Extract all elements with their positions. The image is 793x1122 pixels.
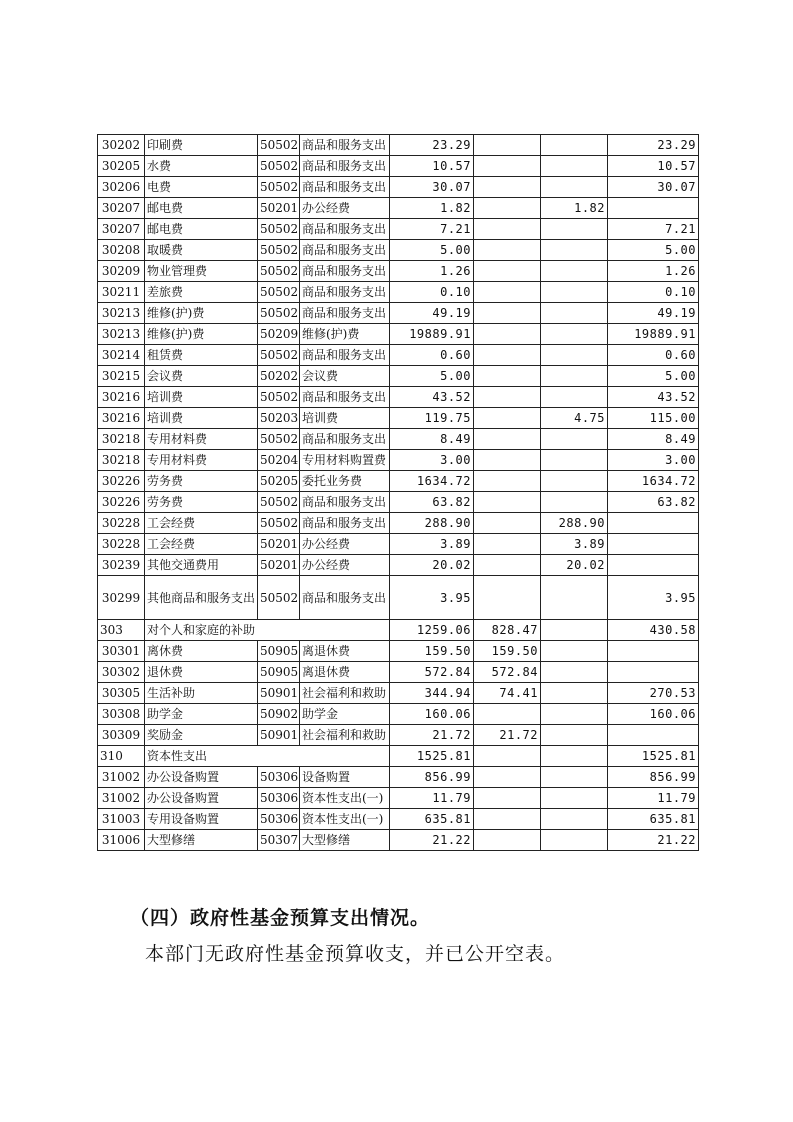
project-expense-cell: 43.52: [608, 387, 699, 408]
table-row: [98, 135, 699, 156]
table-row: [98, 324, 699, 345]
economic-name-cell: 培训费: [300, 408, 390, 429]
basic-personnel-cell: [474, 704, 541, 725]
total-amount-cell: 10.57: [390, 156, 474, 177]
total-amount-cell: 856.99: [390, 767, 474, 788]
subject-code-cell: 30305: [98, 683, 145, 704]
economic-name-cell: 维修(护)费: [300, 324, 390, 345]
table-row: [98, 219, 699, 240]
subject-code-cell: 31006: [98, 830, 145, 851]
subject-name-cell: 退休费: [145, 662, 258, 683]
subject-code-cell: 30216: [98, 408, 145, 429]
basic-public-cell: [541, 683, 608, 704]
subject-name-cell: 邮电费: [145, 219, 258, 240]
basic-personnel-cell: [474, 746, 541, 767]
basic-personnel-cell: [474, 513, 541, 534]
basic-public-cell: [541, 282, 608, 303]
subject-code-cell: 30239: [98, 555, 145, 576]
economic-name-cell: 商品和服务支出: [300, 492, 390, 513]
subject-name-cell: 离休费: [145, 641, 258, 662]
basic-public-cell: 4.75: [541, 408, 608, 429]
economic-code-cell: 50502: [258, 135, 300, 156]
subject-code-cell: 31003: [98, 809, 145, 830]
table-row: [98, 704, 699, 725]
subject-code-cell: 30209: [98, 261, 145, 282]
economic-name-cell: 商品和服务支出: [300, 177, 390, 198]
economic-code-cell: 50306: [258, 767, 300, 788]
economic-code-cell: 50502: [258, 177, 300, 198]
economic-code-cell: 50502: [258, 513, 300, 534]
subject-code-cell: 30309: [98, 725, 145, 746]
economic-code-cell: 50905: [258, 641, 300, 662]
table-row: [98, 198, 699, 219]
subject-code-cell: 30205: [98, 156, 145, 177]
economic-name-cell: 专用材料购置费: [300, 450, 390, 471]
subject-name-cell: 专用材料费: [145, 429, 258, 450]
subject-code-cell: 30218: [98, 450, 145, 471]
basic-public-cell: [541, 471, 608, 492]
economic-name-cell: 会议费: [300, 366, 390, 387]
table-row: [98, 492, 699, 513]
economic-code-cell: 50306: [258, 809, 300, 830]
table-row: [98, 662, 699, 683]
total-amount-cell: 0.60: [390, 345, 474, 366]
project-expense-cell: 8.49: [608, 429, 699, 450]
economic-code-cell: 50502: [258, 156, 300, 177]
project-expense-cell: 1.26: [608, 261, 699, 282]
basic-public-cell: [541, 156, 608, 177]
subject-code-cell: 30202: [98, 135, 145, 156]
basic-personnel-cell: [474, 261, 541, 282]
subject-name-cell: 差旅费: [145, 282, 258, 303]
table-row: [98, 345, 699, 366]
subject-name-cell: 专用设备购置: [145, 809, 258, 830]
project-expense-cell: 19889.91: [608, 324, 699, 345]
basic-public-cell: [541, 387, 608, 408]
total-amount-cell: 5.00: [390, 240, 474, 261]
project-expense-cell: 7.21: [608, 219, 699, 240]
basic-personnel-cell: [474, 387, 541, 408]
total-amount-cell: 1525.81: [390, 746, 474, 767]
table-row: [98, 282, 699, 303]
table-row: [98, 725, 699, 746]
subject-name-cell: 水费: [145, 156, 258, 177]
total-amount-cell: 21.22: [390, 830, 474, 851]
project-expense-cell: 0.10: [608, 282, 699, 303]
basic-public-cell: [541, 429, 608, 450]
basic-public-cell: [541, 492, 608, 513]
basic-public-cell: [541, 725, 608, 746]
subject-code-cell: 30215: [98, 366, 145, 387]
economic-code-cell: 50202: [258, 366, 300, 387]
economic-code-cell: 50205: [258, 471, 300, 492]
project-expense-cell: 5.00: [608, 366, 699, 387]
table-row: [98, 555, 699, 576]
subject-code-cell: 31002: [98, 767, 145, 788]
subject-code-cell: 30226: [98, 471, 145, 492]
total-amount-cell: 572.84: [390, 662, 474, 683]
basic-public-cell: [541, 767, 608, 788]
subject-name-cell: 其他商品和服务支出: [145, 576, 258, 620]
project-expense-cell: [608, 725, 699, 746]
subject-code-cell: 30218: [98, 429, 145, 450]
project-expense-cell: 23.29: [608, 135, 699, 156]
basic-personnel-cell: [474, 767, 541, 788]
economic-code-cell: 50502: [258, 576, 300, 620]
basic-personnel-cell: [474, 492, 541, 513]
economic-code-cell: 50502: [258, 282, 300, 303]
table-body: [98, 135, 699, 851]
subject-code-cell: 30216: [98, 387, 145, 408]
basic-public-cell: [541, 240, 608, 261]
project-expense-cell: 10.57: [608, 156, 699, 177]
subject-name-cell: 会议费: [145, 366, 258, 387]
subject-code-cell: 30226: [98, 492, 145, 513]
table-row: [98, 408, 699, 429]
basic-public-cell: [541, 809, 608, 830]
economic-code-cell: 50502: [258, 492, 300, 513]
basic-personnel-cell: [474, 830, 541, 851]
basic-personnel-cell: [474, 366, 541, 387]
subject-name-cell: 专用材料费: [145, 450, 258, 471]
basic-public-cell: [541, 366, 608, 387]
subject-name-cell: 取暖费: [145, 240, 258, 261]
basic-personnel-cell: [474, 282, 541, 303]
subject-code-cell: 30299: [98, 576, 145, 620]
table-category-row: [98, 620, 699, 641]
category-name-cell: 对个人和家庭的补助: [145, 620, 390, 641]
table-row: [98, 261, 699, 282]
table-row: [98, 156, 699, 177]
total-amount-cell: 20.02: [390, 555, 474, 576]
basic-public-cell: [541, 704, 608, 725]
basic-public-cell: 3.89: [541, 534, 608, 555]
economic-code-cell: 50905: [258, 662, 300, 683]
subject-name-cell: 邮电费: [145, 198, 258, 219]
basic-public-cell: [541, 830, 608, 851]
basic-personnel-cell: 572.84: [474, 662, 541, 683]
economic-code-cell: 50902: [258, 704, 300, 725]
economic-name-cell: 委托业务费: [300, 471, 390, 492]
total-amount-cell: 23.29: [390, 135, 474, 156]
subject-code-cell: 30302: [98, 662, 145, 683]
economic-name-cell: 设备购置: [300, 767, 390, 788]
basic-public-cell: [541, 576, 608, 620]
table-row: [98, 366, 699, 387]
economic-code-cell: 50502: [258, 429, 300, 450]
basic-personnel-cell: [474, 471, 541, 492]
economic-code-cell: 50201: [258, 555, 300, 576]
basic-personnel-cell: [474, 534, 541, 555]
subject-name-cell: 培训费: [145, 408, 258, 429]
subject-code-cell: 30206: [98, 177, 145, 198]
project-expense-cell: 1634.72: [608, 471, 699, 492]
project-expense-cell: 21.22: [608, 830, 699, 851]
subject-code-cell: 30228: [98, 534, 145, 555]
economic-name-cell: 社会福利和救助: [300, 725, 390, 746]
project-expense-cell: 635.81: [608, 809, 699, 830]
economic-code-cell: 50502: [258, 345, 300, 366]
project-expense-cell: 856.99: [608, 767, 699, 788]
economic-code-cell: 50201: [258, 198, 300, 219]
category-name-cell: 资本性支出: [145, 746, 390, 767]
basic-personnel-cell: [474, 576, 541, 620]
total-amount-cell: 159.50: [390, 641, 474, 662]
basic-public-cell: [541, 177, 608, 198]
economic-name-cell: 资本性支出(一): [300, 788, 390, 809]
economic-name-cell: 商品和服务支出: [300, 219, 390, 240]
table-row: [98, 303, 699, 324]
total-amount-cell: 30.07: [390, 177, 474, 198]
economic-name-cell: 助学金: [300, 704, 390, 725]
economic-name-cell: 商品和服务支出: [300, 282, 390, 303]
basic-personnel-cell: 828.47: [474, 620, 541, 641]
economic-code-cell: 50204: [258, 450, 300, 471]
total-amount-cell: 8.49: [390, 429, 474, 450]
project-expense-cell: [608, 662, 699, 683]
subject-code-cell: 30208: [98, 240, 145, 261]
basic-personnel-cell: [474, 555, 541, 576]
subject-name-cell: 印刷费: [145, 135, 258, 156]
subject-name-cell: 维修(护)费: [145, 303, 258, 324]
basic-personnel-cell: [474, 324, 541, 345]
economic-name-cell: 办公经费: [300, 555, 390, 576]
total-amount-cell: 5.00: [390, 366, 474, 387]
economic-code-cell: 50502: [258, 303, 300, 324]
economic-code-cell: 50901: [258, 683, 300, 704]
subject-name-cell: 其他交通费用: [145, 555, 258, 576]
table-row: [98, 788, 699, 809]
subject-name-cell: 办公设备购置: [145, 767, 258, 788]
economic-code-cell: 50502: [258, 240, 300, 261]
subject-code-cell: 30214: [98, 345, 145, 366]
table-row: [98, 809, 699, 830]
basic-personnel-cell: [474, 408, 541, 429]
total-amount-cell: 0.10: [390, 282, 474, 303]
basic-public-cell: [541, 303, 608, 324]
economic-name-cell: 资本性支出(一): [300, 809, 390, 830]
basic-public-cell: [541, 324, 608, 345]
basic-public-cell: [541, 345, 608, 366]
project-expense-cell: 5.00: [608, 240, 699, 261]
economic-name-cell: 商品和服务支出: [300, 303, 390, 324]
project-expense-cell: [608, 513, 699, 534]
subject-name-cell: 维修(护)费: [145, 324, 258, 345]
project-expense-cell: 3.00: [608, 450, 699, 471]
subject-code-cell: 31002: [98, 788, 145, 809]
subject-code-cell: 30211: [98, 282, 145, 303]
subject-name-cell: 助学金: [145, 704, 258, 725]
subject-name-cell: 工会经费: [145, 513, 258, 534]
total-amount-cell: 21.72: [390, 725, 474, 746]
economic-code-cell: 50502: [258, 261, 300, 282]
subject-name-cell: 物业管理费: [145, 261, 258, 282]
basic-personnel-cell: [474, 303, 541, 324]
basic-personnel-cell: [474, 450, 541, 471]
economic-name-cell: 离退休费: [300, 641, 390, 662]
subject-name-cell: 工会经费: [145, 534, 258, 555]
total-amount-cell: 635.81: [390, 809, 474, 830]
project-expense-cell: 3.95: [608, 576, 699, 620]
total-amount-cell: 63.82: [390, 492, 474, 513]
project-expense-cell: [608, 555, 699, 576]
economic-code-cell: 50209: [258, 324, 300, 345]
basic-public-cell: [541, 450, 608, 471]
economic-name-cell: 商品和服务支出: [300, 387, 390, 408]
total-amount-cell: 1.82: [390, 198, 474, 219]
project-expense-cell: 0.60: [608, 345, 699, 366]
total-amount-cell: 3.95: [390, 576, 474, 620]
table-row: [98, 471, 699, 492]
economic-code-cell: 50306: [258, 788, 300, 809]
section-body-text: 本部门无政府性基金预算收支，并已公开空表。: [145, 943, 566, 965]
economic-name-cell: 商品和服务支出: [300, 156, 390, 177]
subject-code-cell: 30228: [98, 513, 145, 534]
economic-name-cell: 办公经费: [300, 534, 390, 555]
subject-name-cell: 租赁费: [145, 345, 258, 366]
basic-public-cell: 288.90: [541, 513, 608, 534]
project-expense-cell: 1525.81: [608, 746, 699, 767]
total-amount-cell: 344.94: [390, 683, 474, 704]
table-row: [98, 177, 699, 198]
total-amount-cell: 19889.91: [390, 324, 474, 345]
economic-name-cell: 社会福利和救助: [300, 683, 390, 704]
subject-name-cell: 奖励金: [145, 725, 258, 746]
basic-public-cell: [541, 219, 608, 240]
table-row: [98, 641, 699, 662]
subject-name-cell: 办公设备购置: [145, 788, 258, 809]
economic-name-cell: 离退休费: [300, 662, 390, 683]
subject-code-cell: 30301: [98, 641, 145, 662]
economic-code-cell: 50502: [258, 219, 300, 240]
basic-personnel-cell: 21.72: [474, 725, 541, 746]
economic-name-cell: 商品和服务支出: [300, 576, 390, 620]
basic-public-cell: 1.82: [541, 198, 608, 219]
total-amount-cell: 3.89: [390, 534, 474, 555]
table-row: [98, 683, 699, 704]
subject-code-cell: 30207: [98, 198, 145, 219]
category-code-cell: 310: [98, 746, 145, 767]
table-row: [98, 450, 699, 471]
basic-public-cell: [541, 662, 608, 683]
economic-name-cell: 商品和服务支出: [300, 240, 390, 261]
subject-code-cell: 30207: [98, 219, 145, 240]
project-expense-cell: 49.19: [608, 303, 699, 324]
table-row: [98, 429, 699, 450]
basic-personnel-cell: 74.41: [474, 683, 541, 704]
table-row: [98, 387, 699, 408]
economic-name-cell: 商品和服务支出: [300, 261, 390, 282]
table-category-row: [98, 746, 699, 767]
total-amount-cell: 1259.06: [390, 620, 474, 641]
project-expense-cell: 430.58: [608, 620, 699, 641]
economic-code-cell: 50203: [258, 408, 300, 429]
category-code-cell: 303: [98, 620, 145, 641]
economic-name-cell: 商品和服务支出: [300, 345, 390, 366]
budget-expenditure-table: [97, 134, 699, 851]
table-row: [98, 240, 699, 261]
project-expense-cell: 115.00: [608, 408, 699, 429]
basic-personnel-cell: 159.50: [474, 641, 541, 662]
subject-name-cell: 劳务费: [145, 492, 258, 513]
table-row: [98, 767, 699, 788]
project-expense-cell: [608, 198, 699, 219]
subject-name-cell: 大型修缮: [145, 830, 258, 851]
project-expense-cell: [608, 534, 699, 555]
project-expense-cell: 270.53: [608, 683, 699, 704]
basic-public-cell: [541, 788, 608, 809]
table-row: [98, 576, 699, 620]
total-amount-cell: 288.90: [390, 513, 474, 534]
basic-public-cell: [541, 746, 608, 767]
economic-code-cell: 50502: [258, 387, 300, 408]
basic-public-cell: [541, 135, 608, 156]
economic-name-cell: 商品和服务支出: [300, 513, 390, 534]
basic-public-cell: [541, 620, 608, 641]
project-expense-cell: 30.07: [608, 177, 699, 198]
section-heading: （四）政府性基金预算支出情况。: [130, 907, 431, 929]
basic-personnel-cell: [474, 240, 541, 261]
total-amount-cell: 49.19: [390, 303, 474, 324]
basic-personnel-cell: [474, 135, 541, 156]
subject-name-cell: 生活补助: [145, 683, 258, 704]
economic-code-cell: 50201: [258, 534, 300, 555]
total-amount-cell: 160.06: [390, 704, 474, 725]
subject-name-cell: 培训费: [145, 387, 258, 408]
economic-name-cell: 大型修缮: [300, 830, 390, 851]
economic-code-cell: 50307: [258, 830, 300, 851]
total-amount-cell: 7.21: [390, 219, 474, 240]
project-expense-cell: 63.82: [608, 492, 699, 513]
table-row: [98, 534, 699, 555]
table-row: [98, 830, 699, 851]
economic-name-cell: 商品和服务支出: [300, 135, 390, 156]
basic-personnel-cell: [474, 429, 541, 450]
subject-name-cell: 劳务费: [145, 471, 258, 492]
basic-personnel-cell: [474, 219, 541, 240]
total-amount-cell: 11.79: [390, 788, 474, 809]
total-amount-cell: 119.75: [390, 408, 474, 429]
basic-personnel-cell: [474, 177, 541, 198]
basic-personnel-cell: [474, 788, 541, 809]
total-amount-cell: 3.00: [390, 450, 474, 471]
project-expense-cell: 160.06: [608, 704, 699, 725]
basic-personnel-cell: [474, 198, 541, 219]
total-amount-cell: 1634.72: [390, 471, 474, 492]
total-amount-cell: 1.26: [390, 261, 474, 282]
subject-code-cell: 30308: [98, 704, 145, 725]
economic-name-cell: 商品和服务支出: [300, 429, 390, 450]
total-amount-cell: 43.52: [390, 387, 474, 408]
basic-personnel-cell: [474, 809, 541, 830]
project-expense-cell: [608, 641, 699, 662]
project-expense-cell: 11.79: [608, 788, 699, 809]
basic-personnel-cell: [474, 345, 541, 366]
basic-public-cell: [541, 261, 608, 282]
basic-public-cell: [541, 641, 608, 662]
table-row: [98, 513, 699, 534]
basic-public-cell: 20.02: [541, 555, 608, 576]
subject-code-cell: 30213: [98, 303, 145, 324]
basic-personnel-cell: [474, 156, 541, 177]
economic-code-cell: 50901: [258, 725, 300, 746]
subject-code-cell: 30213: [98, 324, 145, 345]
subject-name-cell: 电费: [145, 177, 258, 198]
economic-name-cell: 办公经费: [300, 198, 390, 219]
